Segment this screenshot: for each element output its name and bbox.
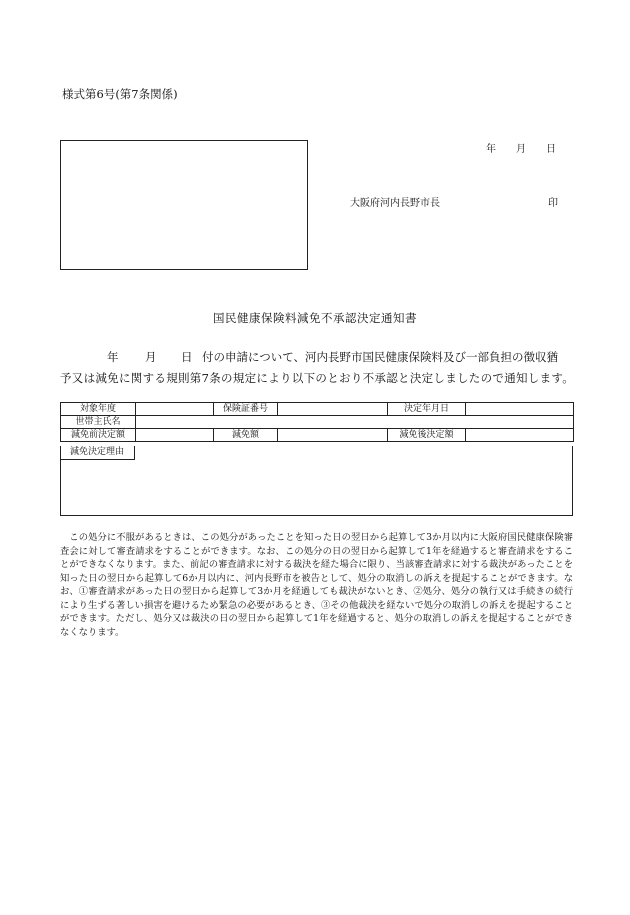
head-of-household-label: 世帯主氏名 — [61, 416, 136, 429]
appeal-notice — [60, 531, 573, 639]
address-box — [60, 140, 308, 270]
post-reduction-amount-label: 減免後決定額 — [388, 429, 466, 442]
decision-date-value — [466, 403, 574, 416]
table-row — [61, 403, 574, 416]
pre-reduction-amount-value — [136, 429, 214, 442]
target-year-label: 対象年度 — [61, 403, 136, 416]
appeal-notice-text: この処分に不服があるときは、この処分があったことを知った日の翌日から起算して3か月以内に大阪府国民健康保険審査会に対して審査請求をすることができます。なお、この処分の日の翌日から起算して1年を経過すると審査請求をすることができなくなります。また、前記の審査請求に対する裁決を経た場合に限り、当該審査請求に対する裁決があったことを知った日の翌日から起算して6か月以内に、河内長野市を被告として、処分の取消しの訴えを提起することができます。なお、①審査請求があった日の翌日から起算して3か月を経過しても裁決がないとき、②処分、処分の執行又は手続きの続行により生ずる著しい損害を避けるため緊急の必要があるとき、③その他裁決を経ないで処分の取消しの訴えを提起することができます。ただし、処分又は裁決の日の翌日から起算して1年を経過すると、処分の取消しの訴えを提起することができなくなります。 — [60, 532, 573, 638]
form-number: 様式第6号(第7条関係) — [62, 87, 178, 101]
head-of-household-value — [136, 416, 574, 429]
post-reduction-amount-value — [466, 429, 574, 442]
table-row — [61, 416, 574, 429]
insurance-number-value — [278, 403, 388, 416]
decision-date-label: 決定年月日 — [388, 403, 466, 416]
reduction-reason-box — [60, 446, 573, 516]
body-line2: 予又は減免に関する規則第7条の規定により以下のとおり不承認と決定しましたので通知します。 — [60, 371, 575, 385]
date-year-label: 年 — [486, 144, 496, 155]
reduction-reason-label: 減免決定理由 — [60, 446, 135, 460]
insurance-number-label: 保険証番号 — [214, 403, 278, 416]
body-month: 月 — [145, 350, 157, 364]
body-day: 日 — [181, 350, 193, 364]
document-title: 国民健康保険料減免不承認決定通知書 — [213, 311, 417, 325]
date-day-label: 日 — [546, 144, 556, 155]
mayor-name: 大阪府河内長野市長 — [350, 198, 440, 209]
pre-reduction-amount-label: 減免前決定額 — [61, 429, 136, 442]
body-year: 年 — [107, 350, 119, 364]
body-line1: 付の申請について、河内長野市国民健康保険料及び一部負担の徴収猶 — [202, 350, 559, 364]
date-month-label: 月 — [516, 144, 526, 155]
info-table — [60, 402, 574, 442]
table-row — [61, 429, 574, 442]
reduction-amount-value — [278, 429, 388, 442]
seal-mark: 印 — [548, 198, 558, 209]
reduction-amount-label: 減免額 — [214, 429, 278, 442]
target-year-value — [136, 403, 214, 416]
